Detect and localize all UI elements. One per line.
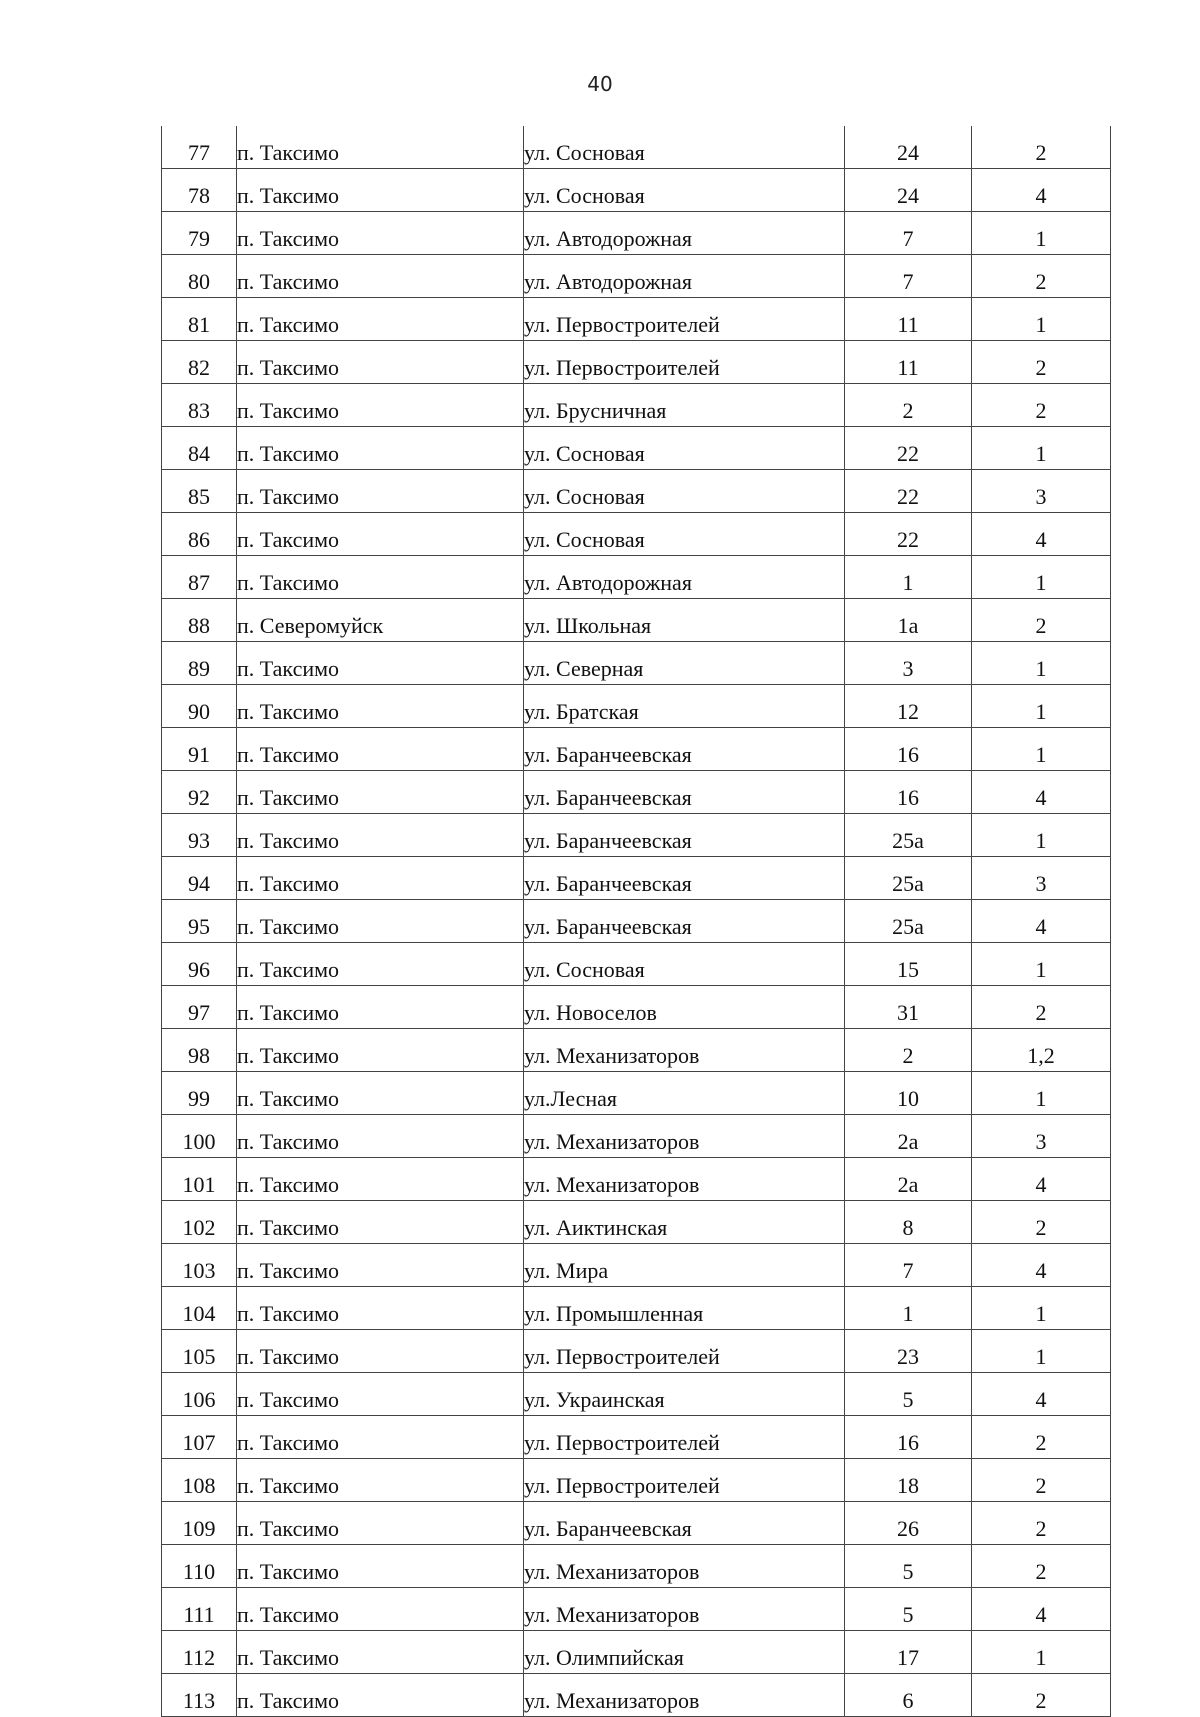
table-row (162, 126, 1111, 169)
settlement-cell: п. Таксимо (237, 1244, 524, 1287)
street-cell: ул. Баранчеевская (524, 814, 845, 857)
row-number-cell: 92 (162, 771, 237, 814)
apartment-cell: 1 (972, 556, 1111, 599)
apartment-cell: 3 (972, 470, 1111, 513)
settlement-cell: п. Таксимо (237, 255, 524, 298)
apartment-cell: 4 (972, 513, 1111, 556)
table-row (162, 728, 1111, 771)
row-number-cell: 109 (162, 1502, 237, 1545)
street-cell: ул. Сосновая (524, 126, 845, 169)
table-row (162, 298, 1111, 341)
table-row (162, 513, 1111, 556)
street-cell: ул. Первостроителей (524, 341, 845, 384)
apartment-cell: 2 (972, 1502, 1111, 1545)
table-row (162, 685, 1111, 728)
row-number-cell: 79 (162, 212, 237, 255)
apartment-cell: 2 (972, 126, 1111, 169)
address-table-body (162, 126, 1111, 1717)
settlement-cell: п. Таксимо (237, 1115, 524, 1158)
table-row (162, 1416, 1111, 1459)
row-number-cell: 94 (162, 857, 237, 900)
apartment-cell: 2 (972, 1416, 1111, 1459)
settlement-cell: п. Таксимо (237, 1545, 524, 1588)
street-cell: ул. Братская (524, 685, 845, 728)
street-cell: ул. Автодорожная (524, 212, 845, 255)
apartment-cell: 1,2 (972, 1029, 1111, 1072)
apartment-cell: 1 (972, 642, 1111, 685)
apartment-cell: 3 (972, 1115, 1111, 1158)
street-cell: ул. Баранчеевская (524, 771, 845, 814)
row-number-cell: 110 (162, 1545, 237, 1588)
row-number-cell: 99 (162, 1072, 237, 1115)
apartment-cell: 1 (972, 1330, 1111, 1373)
apartment-cell: 1 (972, 1072, 1111, 1115)
row-number-cell: 97 (162, 986, 237, 1029)
table-row (162, 1674, 1111, 1717)
row-number-cell: 102 (162, 1201, 237, 1244)
settlement-cell: п. Таксимо (237, 427, 524, 470)
apartment-cell: 1 (972, 1287, 1111, 1330)
street-cell: ул. Механизаторов (524, 1545, 845, 1588)
settlement-cell: п. Таксимо (237, 1674, 524, 1717)
house-cell: 7 (845, 1244, 972, 1287)
settlement-cell: п. Таксимо (237, 384, 524, 427)
row-number-cell: 111 (162, 1588, 237, 1631)
street-cell: ул. Автодорожная (524, 255, 845, 298)
table-row (162, 1244, 1111, 1287)
house-cell: 16 (845, 1416, 972, 1459)
street-cell: ул.Лесная (524, 1072, 845, 1115)
street-cell: ул. Механизаторов (524, 1029, 845, 1072)
row-number-cell: 89 (162, 642, 237, 685)
settlement-cell: п. Таксимо (237, 814, 524, 857)
apartment-cell: 1 (972, 427, 1111, 470)
table-row (162, 1201, 1111, 1244)
row-number-cell: 113 (162, 1674, 237, 1717)
settlement-cell: п. Таксимо (237, 771, 524, 814)
apartment-cell: 2 (972, 986, 1111, 1029)
house-cell: 17 (845, 1631, 972, 1674)
row-number-cell: 81 (162, 298, 237, 341)
house-cell: 2 (845, 1029, 972, 1072)
street-cell: ул. Первостроителей (524, 1459, 845, 1502)
table-row (162, 1072, 1111, 1115)
street-cell: ул. Аиктинская (524, 1201, 845, 1244)
street-cell: ул. Механизаторов (524, 1588, 845, 1631)
house-cell: 8 (845, 1201, 972, 1244)
row-number-cell: 104 (162, 1287, 237, 1330)
row-number-cell: 96 (162, 943, 237, 986)
settlement-cell: п. Таксимо (237, 1631, 524, 1674)
settlement-cell: п. Таксимо (237, 1330, 524, 1373)
apartment-cell: 4 (972, 169, 1111, 212)
settlement-cell: п. Таксимо (237, 728, 524, 771)
table-row (162, 1115, 1111, 1158)
row-number-cell: 101 (162, 1158, 237, 1201)
page-number: 40 (587, 72, 613, 96)
street-cell: ул. Первостроителей (524, 1330, 845, 1373)
row-number-cell: 103 (162, 1244, 237, 1287)
street-cell: ул. Баранчеевская (524, 900, 845, 943)
apartment-cell: 2 (972, 384, 1111, 427)
house-cell: 2а (845, 1158, 972, 1201)
settlement-cell: п. Таксимо (237, 1459, 524, 1502)
table-row (162, 427, 1111, 470)
settlement-cell: п. Северомуйск (237, 599, 524, 642)
row-number-cell: 82 (162, 341, 237, 384)
house-cell: 31 (845, 986, 972, 1029)
house-cell: 15 (845, 943, 972, 986)
house-cell: 16 (845, 771, 972, 814)
settlement-cell: п. Таксимо (237, 642, 524, 685)
house-cell: 26 (845, 1502, 972, 1545)
row-number-cell: 84 (162, 427, 237, 470)
table-row (162, 599, 1111, 642)
settlement-cell: п. Таксимо (237, 900, 524, 943)
house-cell: 11 (845, 298, 972, 341)
street-cell: ул. Олимпийская (524, 1631, 845, 1674)
table-row (162, 1373, 1111, 1416)
house-cell: 24 (845, 169, 972, 212)
row-number-cell: 95 (162, 900, 237, 943)
house-cell: 5 (845, 1545, 972, 1588)
apartment-cell: 1 (972, 728, 1111, 771)
table-row (162, 771, 1111, 814)
apartment-cell: 2 (972, 1459, 1111, 1502)
row-number-cell: 107 (162, 1416, 237, 1459)
house-cell: 7 (845, 212, 972, 255)
settlement-cell: п. Таксимо (237, 212, 524, 255)
settlement-cell: п. Таксимо (237, 986, 524, 1029)
street-cell: ул. Автодорожная (524, 556, 845, 599)
row-number-cell: 90 (162, 685, 237, 728)
street-cell: ул. Новоселов (524, 986, 845, 1029)
table-row (162, 255, 1111, 298)
table-row (162, 341, 1111, 384)
house-cell: 24 (845, 126, 972, 169)
house-cell: 22 (845, 513, 972, 556)
street-cell: ул. Механизаторов (524, 1674, 845, 1717)
house-cell: 18 (845, 1459, 972, 1502)
row-number-cell: 106 (162, 1373, 237, 1416)
settlement-cell: п. Таксимо (237, 943, 524, 986)
settlement-cell: п. Таксимо (237, 1029, 524, 1072)
table-row (162, 470, 1111, 513)
house-cell: 22 (845, 427, 972, 470)
row-number-cell: 78 (162, 169, 237, 212)
apartment-cell: 4 (972, 771, 1111, 814)
table-row (162, 1459, 1111, 1502)
street-cell: ул. Украинская (524, 1373, 845, 1416)
street-cell: ул. Сосновая (524, 470, 845, 513)
apartment-cell: 3 (972, 857, 1111, 900)
settlement-cell: п. Таксимо (237, 341, 524, 384)
table-row (162, 900, 1111, 943)
table-row (162, 384, 1111, 427)
table-row (162, 1588, 1111, 1631)
street-cell: ул. Сосновая (524, 427, 845, 470)
apartment-cell: 2 (972, 1545, 1111, 1588)
row-number-cell: 83 (162, 384, 237, 427)
house-cell: 16 (845, 728, 972, 771)
table-row (162, 169, 1111, 212)
apartment-cell: 4 (972, 900, 1111, 943)
settlement-cell: п. Таксимо (237, 126, 524, 169)
row-number-cell: 98 (162, 1029, 237, 1072)
settlement-cell: п. Таксимо (237, 1287, 524, 1330)
settlement-cell: п. Таксимо (237, 513, 524, 556)
row-number-cell: 85 (162, 470, 237, 513)
street-cell: ул. Сосновая (524, 169, 845, 212)
apartment-cell: 4 (972, 1373, 1111, 1416)
address-table (161, 126, 1111, 1717)
table-row (162, 1631, 1111, 1674)
street-cell: ул. Сосновая (524, 513, 845, 556)
row-number-cell: 100 (162, 1115, 237, 1158)
street-cell: ул. Баранчеевская (524, 1502, 845, 1545)
street-cell: ул. Баранчеевская (524, 857, 845, 900)
row-number-cell: 87 (162, 556, 237, 599)
settlement-cell: п. Таксимо (237, 298, 524, 341)
row-number-cell: 86 (162, 513, 237, 556)
house-cell: 11 (845, 341, 972, 384)
table-row (162, 556, 1111, 599)
table-row (162, 212, 1111, 255)
house-cell: 22 (845, 470, 972, 513)
apartment-cell: 2 (972, 1201, 1111, 1244)
house-cell: 5 (845, 1373, 972, 1416)
row-number-cell: 93 (162, 814, 237, 857)
house-cell: 1 (845, 556, 972, 599)
table-row (162, 1158, 1111, 1201)
settlement-cell: п. Таксимо (237, 1072, 524, 1115)
apartment-cell: 1 (972, 814, 1111, 857)
table-row (162, 1330, 1111, 1373)
settlement-cell: п. Таксимо (237, 169, 524, 212)
apartment-cell: 2 (972, 341, 1111, 384)
table-row (162, 1287, 1111, 1330)
street-cell: ул. Промышленная (524, 1287, 845, 1330)
house-cell: 1а (845, 599, 972, 642)
house-cell: 6 (845, 1674, 972, 1717)
house-cell: 2 (845, 384, 972, 427)
apartment-cell: 1 (972, 1631, 1111, 1674)
street-cell: ул. Брусничная (524, 384, 845, 427)
table-row (162, 1545, 1111, 1588)
house-cell: 23 (845, 1330, 972, 1373)
street-cell: ул. Баранчеевская (524, 728, 845, 771)
street-cell: ул. Первостроителей (524, 1416, 845, 1459)
settlement-cell: п. Таксимо (237, 685, 524, 728)
row-number-cell: 88 (162, 599, 237, 642)
street-cell: ул. Школьная (524, 599, 845, 642)
apartment-cell: 1 (972, 685, 1111, 728)
row-number-cell: 108 (162, 1459, 237, 1502)
settlement-cell: п. Таксимо (237, 556, 524, 599)
settlement-cell: п. Таксимо (237, 1158, 524, 1201)
row-number-cell: 91 (162, 728, 237, 771)
apartment-cell: 1 (972, 212, 1111, 255)
street-cell: ул. Механизаторов (524, 1115, 845, 1158)
row-number-cell: 77 (162, 126, 237, 169)
house-cell: 10 (845, 1072, 972, 1115)
house-cell: 2а (845, 1115, 972, 1158)
street-cell: ул. Первостроителей (524, 298, 845, 341)
settlement-cell: п. Таксимо (237, 1373, 524, 1416)
apartment-cell: 2 (972, 1674, 1111, 1717)
settlement-cell: п. Таксимо (237, 1502, 524, 1545)
table-row (162, 986, 1111, 1029)
row-number-cell: 80 (162, 255, 237, 298)
apartment-cell: 1 (972, 943, 1111, 986)
row-number-cell: 112 (162, 1631, 237, 1674)
row-number-cell: 105 (162, 1330, 237, 1373)
settlement-cell: п. Таксимо (237, 857, 524, 900)
apartment-cell: 2 (972, 255, 1111, 298)
house-cell: 25а (845, 900, 972, 943)
street-cell: ул. Механизаторов (524, 1158, 845, 1201)
table-row (162, 1502, 1111, 1545)
apartment-cell: 2 (972, 599, 1111, 642)
settlement-cell: п. Таксимо (237, 1588, 524, 1631)
house-cell: 3 (845, 642, 972, 685)
settlement-cell: п. Таксимо (237, 1416, 524, 1459)
street-cell: ул. Северная (524, 642, 845, 685)
house-cell: 25а (845, 814, 972, 857)
table-row (162, 857, 1111, 900)
street-cell: ул. Сосновая (524, 943, 845, 986)
apartment-cell: 4 (972, 1244, 1111, 1287)
house-cell: 12 (845, 685, 972, 728)
settlement-cell: п. Таксимо (237, 1201, 524, 1244)
apartment-cell: 1 (972, 298, 1111, 341)
table-row (162, 943, 1111, 986)
street-cell: ул. Мира (524, 1244, 845, 1287)
table-row (162, 814, 1111, 857)
apartment-cell: 4 (972, 1588, 1111, 1631)
table-row (162, 1029, 1111, 1072)
house-cell: 25а (845, 857, 972, 900)
settlement-cell: п. Таксимо (237, 470, 524, 513)
house-cell: 7 (845, 255, 972, 298)
house-cell: 1 (845, 1287, 972, 1330)
house-cell: 5 (845, 1588, 972, 1631)
apartment-cell: 4 (972, 1158, 1111, 1201)
table-row (162, 642, 1111, 685)
